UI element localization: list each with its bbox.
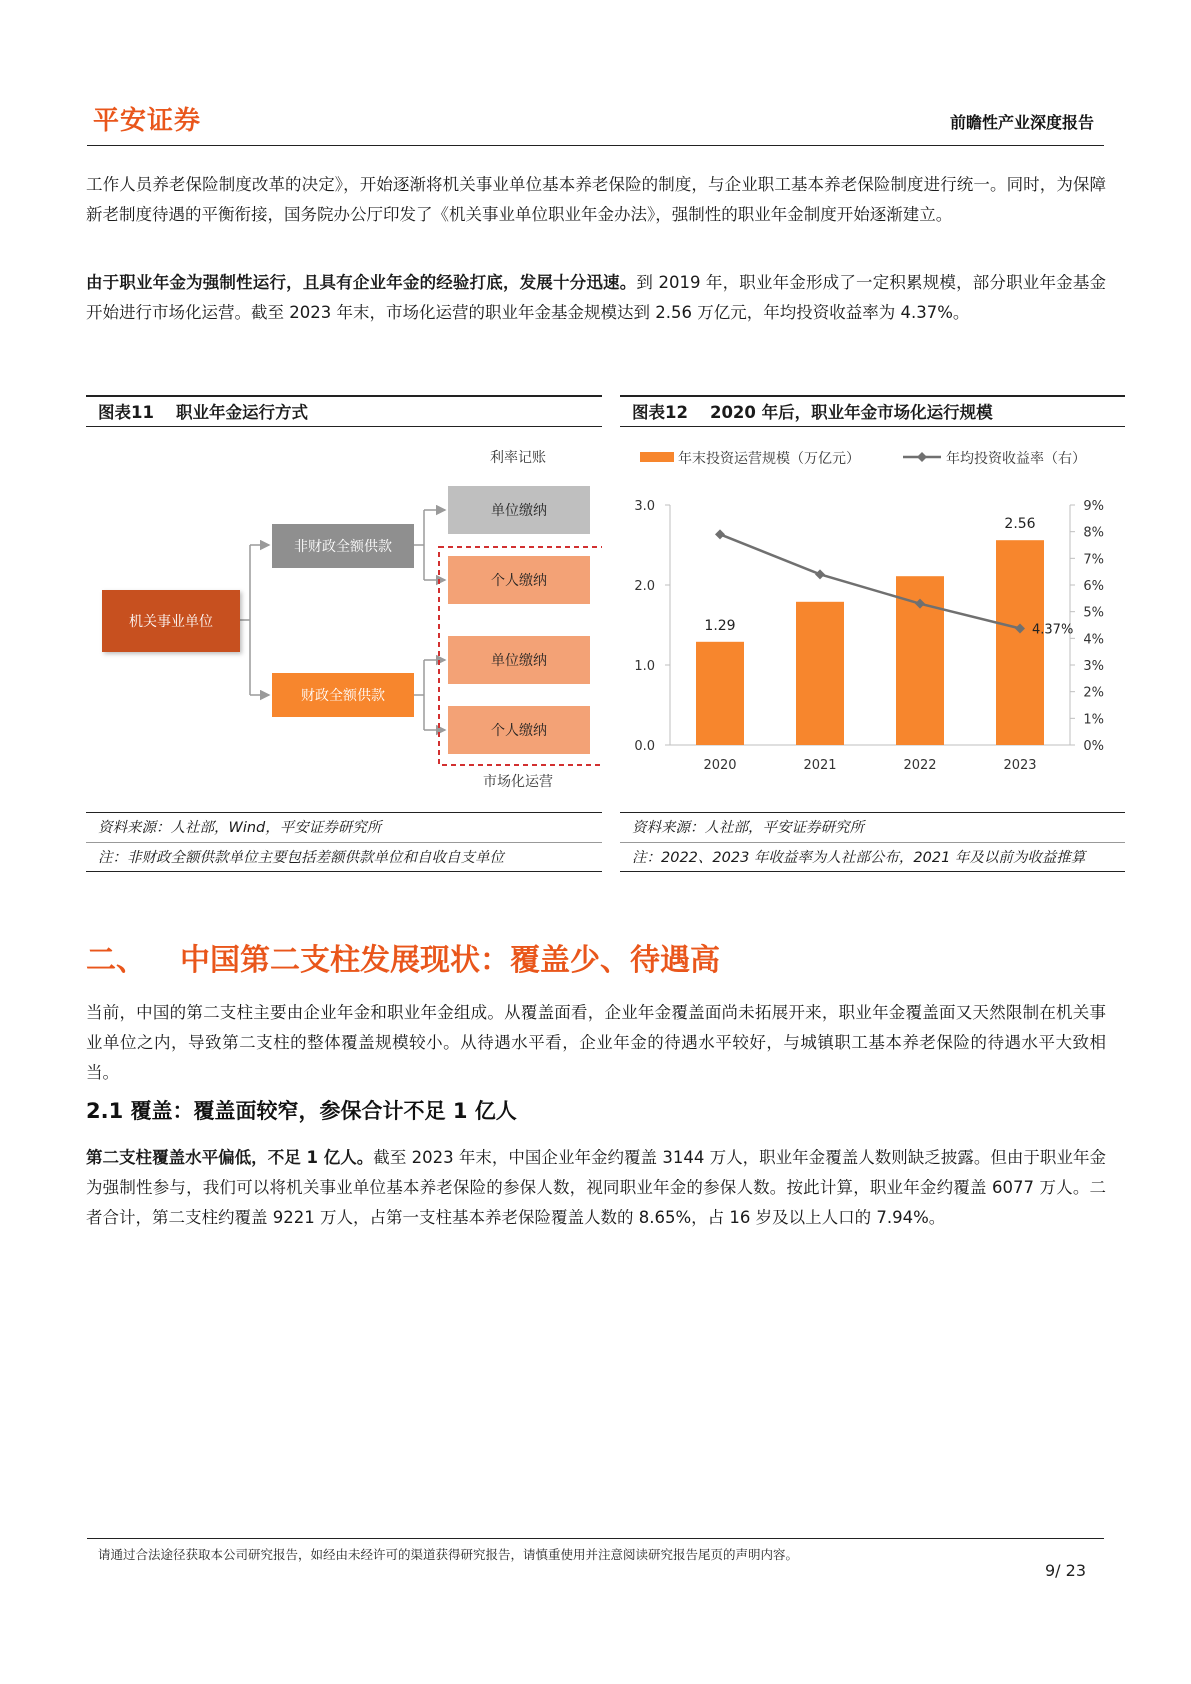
figure-12-chart bbox=[620, 430, 1125, 815]
right-axis-ticks bbox=[1070, 499, 1104, 754]
bar-2023 bbox=[996, 540, 1044, 745]
right-axis-tick-label: 0% bbox=[1083, 739, 1104, 754]
section-2-paragraph-2-rest: 截至 2023 年末，中国企业年金约覆盖 3144 万人，职业年金覆盖人数则缺乏披露。但由于职业年金为强制性参与，我们可以将机关事业单位基本养老保险的参保人数，视同职业年金的参保人数。按此计算，职业年金约覆盖 6077 万人。二者合计，第二支柱约覆盖 9221 万人，占第一支柱基本养老保险覆盖人数的 8.65%，占 16 岁及以上人口的 7.94%。 bbox=[86, 1148, 1106, 1227]
right-axis-tick-label: 1% bbox=[1083, 712, 1104, 728]
intro-paragraph-1: 工作人员养老保险制度改革的决定》，开始逐渐将机关事业单位基本养老保险的制度，与企业职工基本养老保险制度进行统一。同时，为保障新老制度待遇的平衡衔接，国务院办公厅印发了《机关事业单位职业年金办法》，强制性的职业年金制度开始逐渐建立。 bbox=[86, 175, 1106, 224]
right-axis-tick-label: 9% bbox=[1083, 499, 1104, 514]
legend-bar-swatch bbox=[640, 452, 674, 462]
bar-2020 bbox=[696, 642, 744, 745]
x-axis-labels bbox=[703, 758, 1036, 773]
left-axis-tick-label: 2.0 bbox=[634, 579, 655, 594]
section-2-paragraph-2-bold: 第二支柱覆盖水平偏低，不足 1 亿人。 bbox=[86, 1148, 374, 1167]
section-2-paragraph-1: 当前，中国的第二支柱主要由企业年金和职业年金组成。从覆盖面看，企业年金覆盖面尚未拓展开来，职业年金覆盖面又天然限制在机关事业单位之内，导致第二支柱的整体覆盖规模较小。从待遇水平看，企业年金的待遇水平较好，与城镇职工基本养老保险的待遇水平大致相当。 bbox=[86, 1003, 1106, 1082]
section-2-number: 二、 bbox=[86, 943, 146, 978]
node-personal-contribution-1-label: 个人缴纳 bbox=[491, 573, 547, 589]
header-divider bbox=[87, 145, 1104, 146]
left-axis-tick-label: 0.0 bbox=[634, 739, 655, 754]
node-unit-contribution-2-label: 单位缴纳 bbox=[491, 653, 547, 669]
subsection-2-1-title: 2.1 覆盖：覆盖面较窄，参保合计不足 1 亿人 bbox=[86, 1099, 517, 1123]
legend-bar-label: 年末投资运营规模（万亿元） bbox=[678, 451, 860, 467]
left-axis-ticks bbox=[634, 499, 670, 754]
right-axis-tick-label: 2% bbox=[1083, 685, 1104, 701]
intro-paragraph-2-rest: 到 2019 年，职业年金形成了一定积累规模，部分职业年金基金开始进行市场化运营。截至 2023 年末，市场化运营的职业年金基金规模达到 2.56 万亿元，年均投资收益率为 4.37%。 bbox=[86, 273, 1107, 322]
x-axis-label: 2022 bbox=[903, 758, 937, 773]
pension-flow-diagram bbox=[86, 430, 602, 815]
label-market-operation: 市场化运营 bbox=[483, 774, 553, 790]
report-type-label: 前瞻性产业深度报告 bbox=[949, 113, 1094, 132]
intro-paragraph-2-bold: 由于职业年金为强制性运行，且具有企业年金的经验打底，发展十分迅速。 bbox=[86, 273, 637, 292]
footer-disclaimer: 请通过合法途径获取本公司研究报告，如经由未经许可的渠道获得研究报告，请慎重使用并注意阅读研究报告尾页的声明内容。 bbox=[98, 1547, 799, 1562]
data-label-2020: 1.29 bbox=[704, 617, 736, 634]
figure-11-diagram bbox=[86, 430, 602, 815]
node-government-institutions-label: 机关事业单位 bbox=[129, 614, 213, 630]
label-interest-accounting: 利率记账 bbox=[490, 450, 546, 466]
line-series bbox=[715, 529, 1025, 633]
x-axis-label: 2023 bbox=[1003, 758, 1037, 773]
bar-series bbox=[696, 540, 1044, 745]
figure-12-source: 资料来源：人社部，平安证券研究所 bbox=[620, 812, 1125, 842]
figure-11-note: 注：非财政全额供款单位主要包括差额供款单位和自收自支单位 bbox=[86, 842, 602, 872]
figure-12-title: 2020 年后，职业年金市场化运行规模 bbox=[709, 403, 993, 422]
right-axis-tick-label: 4% bbox=[1083, 632, 1104, 648]
yield-rate-point-2021 bbox=[815, 569, 825, 579]
node-personal-contribution-2-label: 个人缴纳 bbox=[491, 723, 547, 739]
figure-11-title-bar bbox=[86, 395, 602, 427]
x-axis-label: 2021 bbox=[803, 758, 837, 773]
figure-11-title: 职业年金运行方式 bbox=[175, 403, 308, 422]
figure-12-number: 图表12 bbox=[632, 403, 688, 422]
pension-scale-chart bbox=[620, 430, 1125, 815]
figure-11-number: 图表11 bbox=[98, 403, 154, 422]
legend-line-label: 年均投资收益率（右） bbox=[946, 451, 1086, 467]
section-2-paragraph-2 bbox=[86, 1143, 1106, 1233]
x-axis-label: 2020 bbox=[703, 758, 737, 773]
figure-12-title-bar bbox=[620, 395, 1125, 427]
yield-rate-line bbox=[720, 534, 1020, 628]
node-non-fiscal-full-funding-label: 非财政全额供款 bbox=[294, 539, 392, 555]
right-axis-tick-label: 3% bbox=[1083, 659, 1104, 674]
node-unit-contribution-1-label: 单位缴纳 bbox=[491, 503, 547, 519]
node-fiscal-full-funding-label: 财政全额供款 bbox=[301, 688, 385, 704]
right-axis-tick-label: 8% bbox=[1083, 525, 1104, 541]
figure-12-note: 注：2022、2023 年收益率为人社部公布，2021 年及以前为收益推算 bbox=[620, 842, 1125, 872]
data-label-2023: 2.56 bbox=[1004, 516, 1036, 533]
section-2-title: 中国第二支柱发展现状：覆盖少、待遇高 bbox=[180, 943, 720, 978]
right-axis-tick-label: 5% bbox=[1083, 605, 1104, 621]
legend-line-marker bbox=[917, 452, 927, 462]
bar-2021 bbox=[796, 602, 844, 745]
left-axis-tick-label: 1.0 bbox=[634, 659, 655, 674]
company-logo: 平安证券 bbox=[93, 106, 202, 136]
figure-11-source: 资料来源：人社部，Wind，平安证券研究所 bbox=[86, 812, 602, 842]
footer-divider bbox=[87, 1538, 1104, 1539]
data-label-yield-2023: 4.37% bbox=[1032, 622, 1074, 638]
yield-rate-point-2020 bbox=[715, 529, 725, 539]
section-2-heading bbox=[86, 935, 720, 979]
right-axis-tick-label: 7% bbox=[1083, 552, 1104, 568]
right-axis-tick-label: 6% bbox=[1083, 579, 1104, 594]
left-axis-tick-label: 3.0 bbox=[634, 499, 655, 514]
page-number: 9/ 23 bbox=[1044, 1561, 1086, 1580]
intro-paragraph-2 bbox=[86, 268, 1106, 328]
